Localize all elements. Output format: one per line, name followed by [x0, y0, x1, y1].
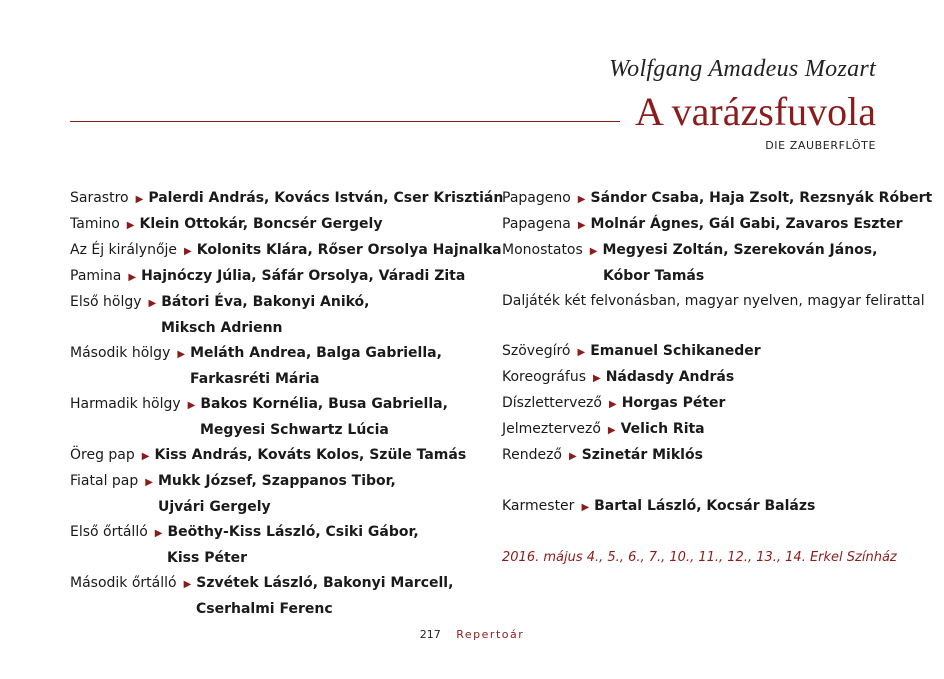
performer-names: Bakos Kornélia, Busa Gabriella, [200, 396, 448, 412]
role-name: Szövegíró [502, 343, 571, 359]
original-title: DIE ZAUBERFLÖTE [765, 139, 876, 152]
arrow-right-icon: ▶ [141, 451, 150, 462]
arrow-right-icon: ▶ [581, 502, 590, 513]
cast-entry [502, 494, 932, 520]
arrow-right-icon: ▶ [145, 477, 153, 488]
performer-names: Bátori Éva, Bakonyi Anikó, [161, 294, 370, 310]
performer-names-continued: Kiss Péter [167, 550, 248, 566]
role-name: Monostatos [502, 242, 583, 258]
role-name: Fiatal pap [70, 473, 139, 489]
arrow-right-icon: ▶ [135, 194, 144, 205]
performer-names: Kolonits Klára, Rőser Orsolya Hajnalka [196, 242, 502, 258]
arrow-right-icon: ▶ [577, 347, 586, 358]
arrow-right-icon: ▶ [184, 246, 192, 257]
cast-entry [70, 341, 503, 392]
performer-names: Emanuel Schikaneder [590, 343, 761, 359]
cast-entry [502, 212, 932, 238]
section-name: Repertoár [456, 628, 525, 641]
role-name: Rendező [502, 447, 562, 463]
cast-list-left [70, 186, 503, 622]
cast-entry [502, 238, 932, 289]
arrow-right-icon: ▶ [593, 373, 601, 384]
cast-entry [502, 417, 932, 443]
role-name: Első őrtálló [70, 524, 148, 540]
performer-names-continued: Ujvári Gergely [158, 499, 271, 515]
role-name: Első hölgy [70, 294, 142, 310]
performer-names: Meláth Andrea, Balga Gabriella, [190, 345, 442, 361]
performer-names: Nádasdy András [605, 369, 735, 385]
performer-names: Velich Rita [620, 421, 705, 437]
role-name: Papageno [502, 190, 571, 206]
cast-list-right-entries [502, 186, 932, 289]
performer-names: Palerdi András, Kovács István, Cser Krisztián [148, 190, 504, 206]
role-name: Második hölgy [70, 345, 171, 361]
cast-entry [70, 469, 503, 520]
role-name: Tamino [70, 216, 120, 232]
cast-entry [70, 290, 503, 341]
cast-entry [70, 238, 503, 264]
cast-entry [502, 339, 932, 365]
role-name: Második őrtálló [70, 575, 177, 591]
performer-names-continued: Miksch Adrienn [161, 320, 283, 336]
role-name: Öreg pap [70, 447, 135, 463]
spacer [502, 314, 932, 339]
performer-names: Horgas Péter [621, 395, 726, 411]
performer-names: Molnár Ágnes, Gál Gabi, Zavaros Eszter [590, 216, 903, 232]
spacer [502, 520, 932, 545]
arrow-right-icon: ▶ [148, 298, 157, 309]
cast-entry [502, 365, 932, 391]
cast-entry [70, 264, 503, 290]
role-name: Jelmeztervező [502, 421, 601, 437]
arrow-right-icon: ▶ [177, 349, 186, 360]
performer-names: Hajnóczy Júlia, Sáfár Orsolya, Váradi Zita [141, 268, 466, 284]
arrow-right-icon: ▶ [608, 399, 617, 410]
cast-list-right [502, 186, 932, 570]
arrow-right-icon: ▶ [128, 272, 137, 283]
performer-names-continued: Farkasréti Mária [190, 371, 320, 387]
cast-entry [502, 443, 932, 469]
page-title: A varázsfuvola [634, 89, 876, 134]
production-description: Daljáték két felvonásban, magyar nyelven, magyar felirattal [502, 293, 925, 309]
title-rule [70, 121, 620, 122]
cast-entry [502, 186, 932, 212]
performer-names-continued: Megyesi Schwartz Lúcia [200, 422, 389, 438]
cast-entry [70, 392, 503, 443]
creative-team [502, 339, 932, 469]
cast-entry [70, 571, 503, 622]
arrow-right-icon: ▶ [577, 220, 586, 231]
performer-names: Klein Ottokár, Boncsér Gergely [139, 216, 383, 232]
cast-entry [502, 391, 932, 417]
spacer [502, 469, 932, 494]
composer-name: Wolfgang Amadeus Mozart [609, 56, 876, 82]
role-name: Az Éj királynője [70, 242, 178, 258]
performer-names: Beöthy-Kiss László, Csiki Gábor, [167, 524, 419, 540]
arrow-right-icon: ▶ [589, 246, 598, 257]
cast-entry [70, 443, 503, 469]
performer-names: Szinetár Miklós [581, 447, 703, 463]
performer-names: Megyesi Zoltán, Szerekován János, [602, 242, 878, 258]
conductor-entry [502, 494, 932, 520]
role-name: Harmadik hölgy [70, 396, 181, 412]
arrow-right-icon: ▶ [187, 400, 196, 411]
arrow-right-icon: ▶ [126, 220, 135, 231]
performer-names: Bartal László, Kocsár Balázs [594, 498, 816, 514]
role-name: Pamina [70, 268, 122, 284]
arrow-right-icon: ▶ [577, 194, 586, 205]
performer-names: Mukk József, Szappanos Tibor, [157, 473, 396, 489]
role-name: Koreográfus [502, 369, 586, 385]
performer-names: Sándor Csaba, Haja Zsolt, Rezsnyák Róbert [590, 190, 933, 206]
role-name: Sarastro [70, 190, 129, 206]
arrow-right-icon: ▶ [569, 451, 577, 462]
arrow-right-icon: ▶ [154, 528, 163, 539]
cast-entry [70, 212, 503, 238]
performer-names: Kiss András, Kováts Kolos, Szüle Tamás [154, 447, 467, 463]
role-name: Papagena [502, 216, 571, 232]
page-footer [0, 628, 944, 641]
role-name: Díszlettervező [502, 395, 602, 411]
arrow-right-icon: ▶ [607, 425, 616, 436]
performer-names-continued: Kóbor Tamás [603, 268, 705, 284]
cast-entry [70, 186, 503, 212]
arrow-right-icon: ▶ [183, 579, 192, 590]
performance-dates: 2016. május 4., 5., 6., 7., 10., 11., 12., 13., 14. Erkel Színház [502, 550, 897, 565]
page-number: 217 [419, 628, 441, 641]
performer-names-continued: Cserhalmi Ferenc [196, 601, 333, 617]
cast-entry [70, 520, 503, 571]
role-name: Karmester [502, 498, 575, 514]
performer-names: Szvétek László, Bakonyi Marcell, [196, 575, 454, 591]
